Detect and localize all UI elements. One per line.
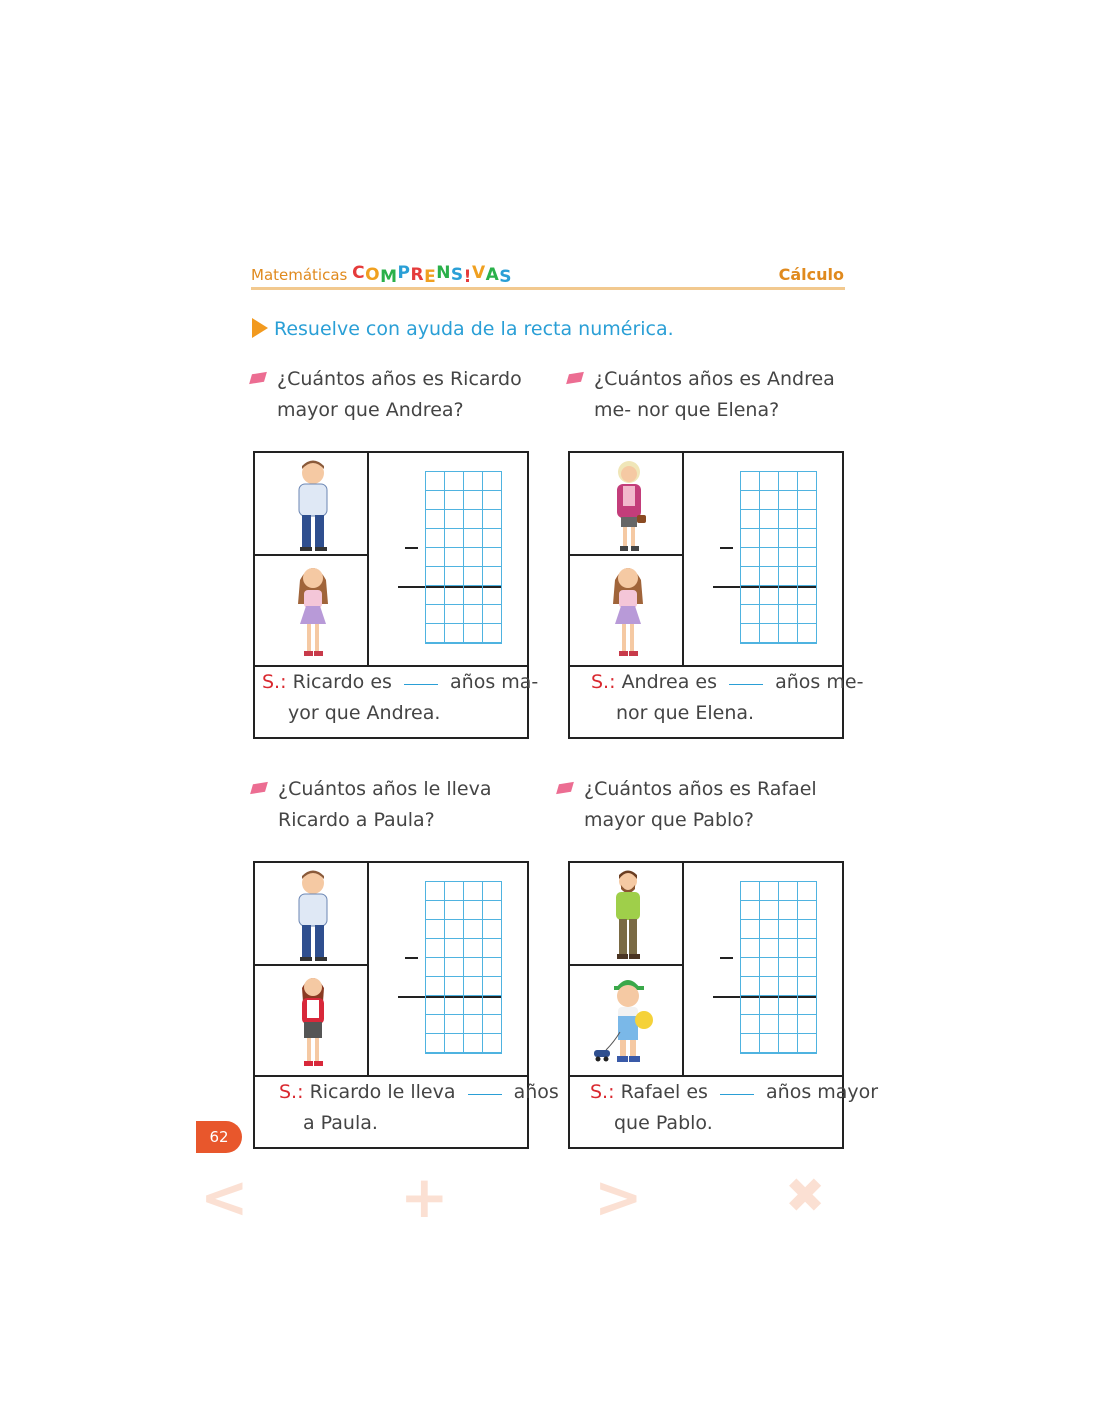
question-3 xyxy=(278,774,548,836)
page-number: 62 xyxy=(196,1121,242,1153)
header-section: Cálculo xyxy=(778,265,844,284)
minus-sign xyxy=(720,957,733,959)
answer-line-1 xyxy=(279,1077,559,1108)
answer-grid[interactable] xyxy=(740,881,817,1054)
answer-text-b: años mayor xyxy=(766,1081,879,1103)
figure-cell-top xyxy=(255,453,369,556)
brand-letter: C xyxy=(352,263,366,283)
answer-text-b: años me- xyxy=(775,671,864,693)
minus-sign xyxy=(405,547,418,549)
answer-grid[interactable] xyxy=(425,471,502,644)
young-man-figure xyxy=(605,867,651,963)
brand-letter: S xyxy=(499,267,513,287)
brand-letter: S xyxy=(450,265,464,285)
answer-line-1 xyxy=(591,667,863,698)
brand-letter: V xyxy=(471,263,486,283)
brand-letter: M xyxy=(380,267,398,287)
boy-figure xyxy=(592,972,664,1068)
girl-figure xyxy=(288,560,338,660)
answer-line-2: yor que Andrea. xyxy=(288,702,441,724)
figure-cell-bottom xyxy=(255,556,369,665)
bullet-icon xyxy=(250,782,268,794)
answer-row xyxy=(570,1075,879,1147)
figure-cell-top xyxy=(570,863,684,966)
instruction xyxy=(252,318,674,340)
answer-text-a: Andrea es xyxy=(621,671,718,693)
answer-row xyxy=(570,665,864,737)
girl-figure xyxy=(603,560,653,660)
bullet-icon xyxy=(566,372,584,384)
bullet-icon xyxy=(556,782,574,794)
brand-letter: ! xyxy=(463,267,472,287)
brand-letter: O xyxy=(365,265,381,285)
arrow-icon xyxy=(252,318,268,338)
answer-text-b: años ma- xyxy=(450,671,539,693)
brand-letter: A xyxy=(485,265,500,285)
header-divider xyxy=(251,287,845,290)
question-text: ¿Cuántos años es Rafael mayor que Pablo? xyxy=(584,778,817,831)
question-text: ¿Cuántos años es Ricardo mayor que Andrea? xyxy=(277,368,522,421)
brand-letter: P xyxy=(397,263,411,283)
answer-line-1 xyxy=(590,1077,878,1108)
answer-blank[interactable] xyxy=(468,1094,502,1095)
exercise-box-2 xyxy=(568,451,864,739)
answer-line-1 xyxy=(262,667,538,698)
header-book-title xyxy=(251,265,512,285)
plus-symbol: + xyxy=(400,1163,449,1231)
answer-blank[interactable] xyxy=(404,684,438,685)
answer-line-2: que Pablo. xyxy=(614,1112,713,1134)
man-figure xyxy=(285,867,341,963)
figure-cell-bottom xyxy=(255,966,369,1075)
answer-text-a: Rafael es xyxy=(620,1081,708,1103)
exercise-box-3 xyxy=(253,861,559,1149)
answer-text-a: Ricardo le lleva xyxy=(309,1081,456,1103)
answer-text-a: Ricardo es xyxy=(292,671,392,693)
woman-figure xyxy=(290,970,336,1070)
answer-label: S.: xyxy=(262,671,287,693)
less-than-symbol: < xyxy=(200,1163,249,1231)
header-prefix: Matemáticas xyxy=(251,266,348,284)
question-1 xyxy=(277,364,552,426)
answer-row xyxy=(255,665,539,737)
minus-sign xyxy=(720,547,733,549)
brand-letter: N xyxy=(436,263,451,283)
question-2 xyxy=(594,364,852,426)
brand-letter: R xyxy=(410,265,425,285)
brand-logo xyxy=(352,265,512,285)
answer-text-b: años xyxy=(513,1081,559,1103)
greater-than-symbol: > xyxy=(594,1163,643,1231)
brand-letter: E xyxy=(424,267,437,287)
minus-sign xyxy=(405,957,418,959)
answer-label: S.: xyxy=(591,671,616,693)
answer-label: S.: xyxy=(590,1081,615,1103)
figure-cell-top xyxy=(570,453,684,556)
answer-blank[interactable] xyxy=(720,1094,754,1095)
man-figure xyxy=(285,457,341,553)
answer-grid[interactable] xyxy=(740,471,817,644)
bullet-icon xyxy=(249,372,267,384)
times-symbol: ✖ xyxy=(785,1168,826,1224)
grandmother-figure xyxy=(604,457,654,553)
exercise-box-1 xyxy=(253,451,539,739)
question-text: ¿Cuántos años es Andrea me- nor que Elena? xyxy=(594,368,835,421)
answer-line-2: nor que Elena. xyxy=(616,702,755,724)
answer-blank[interactable] xyxy=(729,684,763,685)
answer-line-2: a Paula. xyxy=(303,1112,378,1134)
question-text: ¿Cuántos años le lleva Ricardo a Paula? xyxy=(278,778,492,831)
answer-row xyxy=(255,1075,559,1147)
instruction-text: Resuelve con ayuda de la recta numérica. xyxy=(274,318,674,340)
figure-cell-bottom xyxy=(570,966,684,1075)
answer-label: S.: xyxy=(279,1081,304,1103)
question-4 xyxy=(584,774,854,836)
figure-cell-bottom xyxy=(570,556,684,665)
figure-cell-top xyxy=(255,863,369,966)
exercise-box-4 xyxy=(568,861,879,1149)
answer-grid[interactable] xyxy=(425,881,502,1054)
